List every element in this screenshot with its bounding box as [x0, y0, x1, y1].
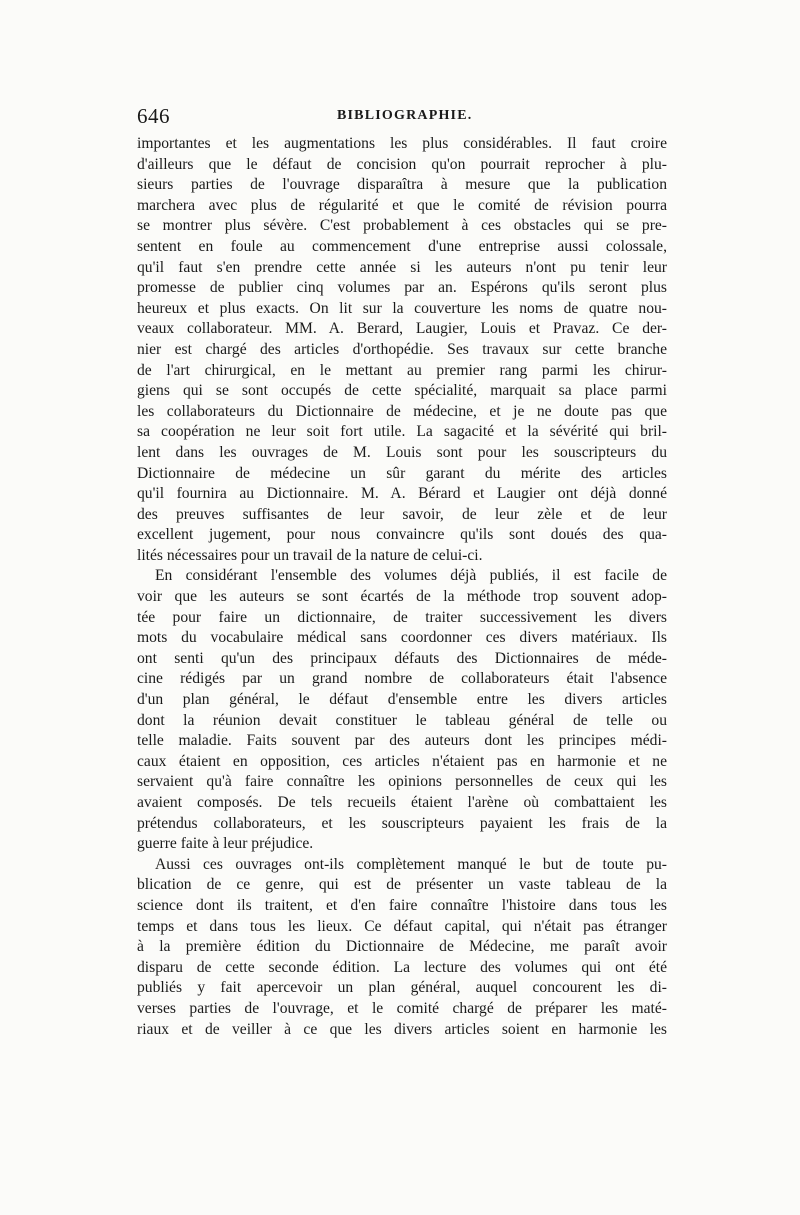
- text-line: des preuves suffisantes de leur savoir, de leur zèle et de leur: [137, 505, 667, 523]
- paragraph-start-line: Aussi ces ouvrages ont-ils complètement manqué le but de toute pu-: [155, 855, 667, 873]
- text-line: excellent jugement, pour nous convaincre qu'ils sont doués des qua-: [137, 526, 667, 544]
- text-line: Dictionnaire de médecine un sûr garant du mérite des articles: [137, 464, 667, 482]
- text-line: avaient composés. De tels recueils étaient l'arène où combattaient les: [137, 794, 667, 811]
- running-head: [137, 104, 667, 130]
- text-line: publiés y fait apercevoir un plan général, auquel concourent les di-: [137, 979, 667, 997]
- text-line: promesse de publier cinq volumes par an. Espérons qu'ils seront plus: [137, 279, 667, 297]
- text-line: telle maladie. Faits souvent par des auteurs dont les principes médi-: [137, 732, 667, 750]
- page-number: 646: [137, 104, 170, 128]
- text-line: importantes et les augmentations les plus considérables. Il faut croire: [137, 135, 667, 152]
- text-line: tée pour faire un dictionnaire, de traiter successivement les divers: [137, 608, 667, 626]
- running-title: BIBLIOGRAPHIE.: [337, 108, 473, 123]
- text-line: sieurs parties de l'ouvrage disparaîtra à mesure que la publication: [137, 176, 667, 194]
- text-line: sa coopération ne leur soit fort utile. La sagacité et la sévérité qui bril-: [137, 423, 667, 441]
- paragraph-start-line: En considérant l'ensemble des volumes déjà publiés, il est facile de: [155, 567, 667, 585]
- text-line: riaux et de veiller à ce que les divers articles soient en harmonie les: [137, 1020, 667, 1038]
- text-line: les collaborateurs du Dictionnaire de médecine, et je ne doute pas que: [137, 402, 667, 420]
- text-line: giens qui se sont occupés de cette spécialité, marquait sa place parmi: [137, 382, 667, 400]
- text-line: veaux collaborateur. MM. A. Berard, Laugier, Louis et Pravaz. Ce der-: [137, 320, 667, 338]
- text-line: marchera avec plus de régularité et que le comité de révision pourra: [137, 196, 667, 214]
- text-line: heureux et plus exacts. On lit sur la couverture les noms de quatre nou-: [137, 299, 667, 317]
- text-line: d'un plan général, le défaut d'ensemble entre les divers articles: [137, 691, 667, 709]
- text-line: ont senti qu'un des principaux défauts des Dictionnaires de méde-: [137, 649, 667, 667]
- paragraph-end-line: guerre faite à leur préjudice.: [137, 835, 314, 853]
- text-line: se montrer plus sévère. C'est probablement à ces obstacles qui se pre-: [137, 217, 667, 235]
- text-line: à la première édition du Dictionnaire de Médecine, me paraît avoir: [137, 938, 667, 956]
- body-text: [137, 134, 667, 1040]
- text-line: disparu de cette seconde édition. La lecture des volumes qui ont été: [137, 958, 667, 976]
- text-line: blication de ce genre, qui est de présenter un vaste tableau de la: [137, 876, 667, 894]
- text-line: voir que les auteurs se sont écartés de la méthode trop souvent adop-: [137, 588, 667, 606]
- text-line: prétendus collaborateurs, et les souscripteurs payaient les frais de la: [137, 814, 667, 832]
- text-line: qu'il faut s'en prendre cette année si les auteurs n'ont pu tenir leur: [137, 258, 667, 276]
- text-line: mots du vocabulaire médical sans coordonner ces divers matériaux. Ils: [137, 629, 667, 647]
- text-line: lent dans les ouvrages de M. Louis sont pour les souscripteurs du: [137, 443, 667, 461]
- paragraph-end-line: lités nécessaires pour un travail de la nature de celui-ci.: [137, 546, 483, 564]
- text-line: science dont ils traitent, et d'en faire connaître l'histoire dans tous les: [137, 896, 667, 914]
- text-line: sentent en foule au commencement d'une entreprise aussi colossale,: [137, 237, 667, 255]
- text-line: dont la réunion devait constituer le tableau général de telle ou: [137, 711, 667, 729]
- text-line: cine rédigés par un grand nombre de collaborateurs était l'absence: [137, 670, 667, 688]
- text-line: caux étaient en opposition, ces articles n'étaient pas en harmonie et ne: [137, 752, 667, 770]
- text-line: qu'il fournira au Dictionnaire. M. A. Bérard et Laugier ont déjà donné: [137, 485, 667, 503]
- text-line: d'ailleurs que le défaut de concision qu'on pourrait reprocher à plu-: [137, 155, 667, 173]
- text-line: verses parties de l'ouvrage, et le comité chargé de préparer les maté-: [137, 999, 667, 1017]
- text-line: de l'art chirurgical, en le mettant au premier rang parmi les chirur-: [137, 361, 667, 379]
- text-line: nier est chargé des articles d'orthopédie. Ses travaux sur cette branche: [137, 340, 667, 358]
- text-line: servaient qu'à faire connaître les opinions personnelles de ceux qui les: [137, 773, 667, 791]
- text-line: temps et dans tous les lieux. Ce défaut capital, qui n'était pas étranger: [137, 917, 667, 935]
